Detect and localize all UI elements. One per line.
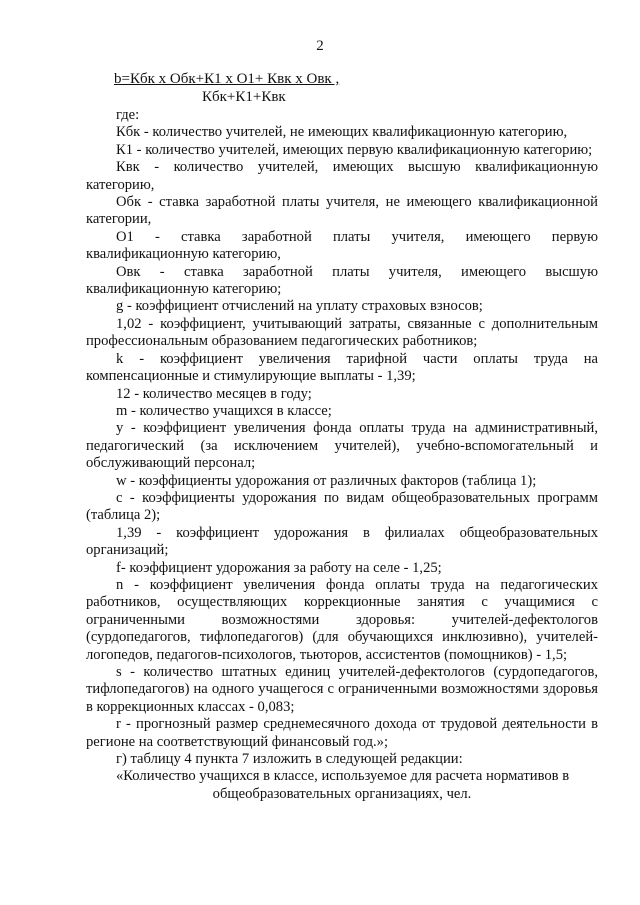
closing-line: «Количество учащихся в классе, используемое для расчета нормативов в xyxy=(116,768,570,785)
document-body xyxy=(86,107,598,803)
paragraph: f- коэффициент удорожания за работу на селе - 1,25; xyxy=(116,559,442,576)
paragraph: 1,02 - коэффициент, учитывающий затраты, связанные с дополнительным профессиональным образованием педагогических работников; xyxy=(86,315,598,350)
paragraph: 12 - количество месяцев в году; xyxy=(116,385,312,402)
paragraph: r - прогнозный размер среднемесячного дохода от трудовой деятельности в регионе на соответствующий финансовый год.»; xyxy=(86,716,598,750)
paragraph: Квк - количество учителей, имеющих высшую квалификационную категорию, xyxy=(86,159,598,193)
paragraph: g - коэффициент отчислений на уплату страховых взносов; xyxy=(116,298,483,315)
paragraph: где: xyxy=(116,107,140,123)
paragraph: К1 - количество учителей, имеющих первую квалификационную категорию; xyxy=(116,141,593,158)
paragraph: c - коэффициенты удорожания по видам общеобразовательных программ (таблица 2); xyxy=(86,489,598,524)
paragraph: m - количество учащихся в классе; xyxy=(116,402,332,419)
formula-numerator: b=Кбк х Обк+К1 х О1+ Квк х Овк , xyxy=(114,71,340,87)
paragraph: n - коэффициент увеличения фонда оплаты труда на педагогических работников, осуществляющих коррекционные занятия с учащимися с ограниченными возможностями здоровья: учителей-дефектологов (сурдопедагогов, тифлопедагогов) (для обучающихся инклюзивно), учителей-логопедов, педагогов-психологов, тьюторов, ассистентов (помощников) - 1,5; xyxy=(86,576,598,663)
paragraph: w - коэффициенты удорожания от различных факторов (таблица 1); xyxy=(116,472,537,489)
paragraph: Кбк - количество учителей, не имеющих квалификационную категорию, xyxy=(116,124,568,141)
closing-line: общеобразовательных организациях, чел. xyxy=(212,785,472,802)
paragraph: y - коэффициент увеличения фонда оплаты труда на административный, педагогический (за исключением учителей), учебно-вспомогательный и обслуживающий персонал; xyxy=(86,420,598,472)
paragraph: 1,39 - коэффициент удорожания в филиалах общеобразовательных организаций; xyxy=(86,524,598,559)
paragraph: k - коэффициент увеличения тарифной части оплаты труда на компенсационные и стимулирующие выплаты - 1,39; xyxy=(86,350,598,385)
paragraph: О1 - ставка заработной платы учителя, имеющего первую квалификационную категорию, xyxy=(86,228,598,263)
page-number: 2 xyxy=(316,38,324,54)
formula xyxy=(114,70,339,106)
paragraph: s - количество штатных единиц учителей-дефектологов (сурдопедагогов, тифлопедагогов) на одного учащегося с ограниченными возможностями здоровья в коррекционных классах - 0,083; xyxy=(86,664,598,715)
paragraph: Обк - ставка заработной платы учителя, не имеющего квалификационной категории, xyxy=(86,194,598,228)
paragraph: г) таблицу 4 пункта 7 изложить в следующей редакции: xyxy=(116,751,463,768)
paragraph: Овк - ставка заработной платы учителя, имеющего высшую квалификационную категорию; xyxy=(86,263,598,298)
formula-denominator: Кбк+К1+Квк xyxy=(202,89,286,105)
